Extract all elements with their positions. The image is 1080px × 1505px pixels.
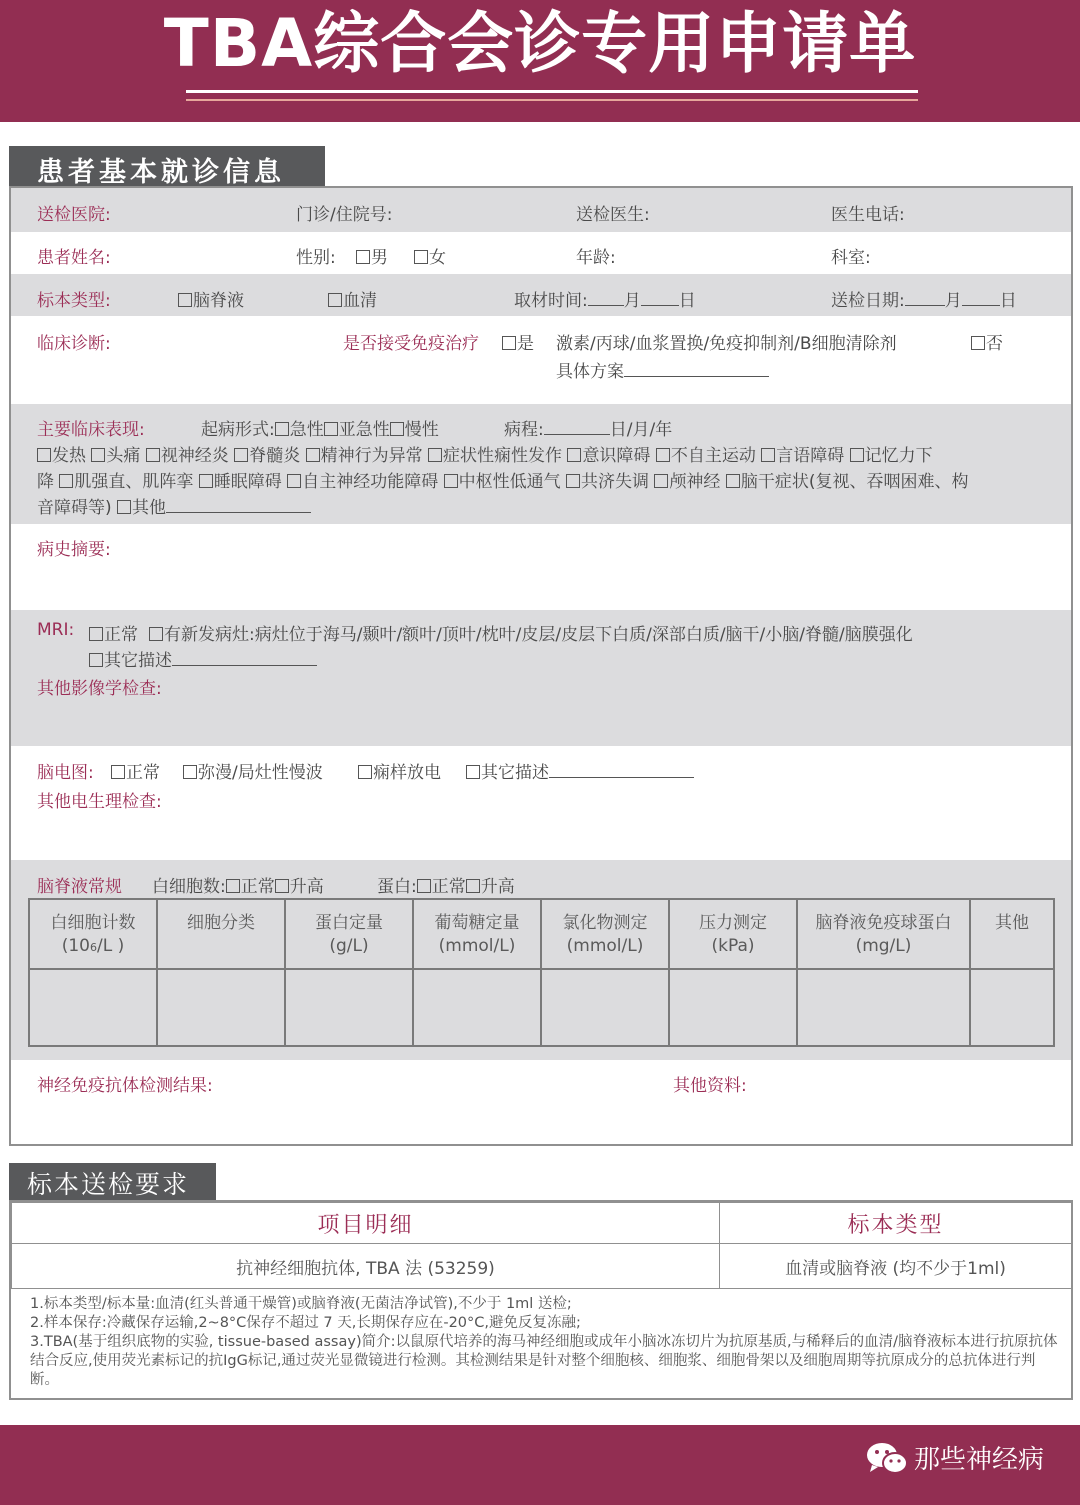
checkbox-icon [178,293,192,307]
checkbox-icon [287,474,301,488]
normal-label: 正常 [431,877,466,897]
section-title-text: 患者基本就诊信息 [37,157,285,188]
patient-name-label: 患者姓名: [37,248,111,268]
col-item-header: 项目明细 [12,1203,720,1244]
checkbox-icon [358,765,372,779]
symptom-other[interactable] [117,498,311,518]
course-unit: 日/月/年 [609,420,673,440]
symptom-continuation: 音障碍等) [37,498,112,518]
checkbox-icon [91,448,105,462]
checkbox-icon [234,448,248,462]
requirements-notes [30,1295,1060,1390]
symptom-label: 不自主运动 [670,446,756,466]
protein-high-checkbox[interactable] [466,877,515,897]
symptom-label: 意识障碍 [582,446,651,466]
header-unit: /L ) [97,936,125,956]
onset-label: 起病形式: [201,420,275,440]
mri-label: MRI: [37,620,75,640]
checkbox-icon [275,879,289,893]
checkbox-icon[interactable] [324,422,338,436]
checkbox-icon [726,474,740,488]
other-ep-label: 其他电生理检查: [37,792,162,812]
symptom-fever[interactable] [37,446,86,466]
row-antibody [11,1060,1071,1144]
male-checkbox[interactable] [356,243,388,268]
checkbox-icon [466,765,480,779]
symptom-label: 共济失调 [581,472,650,492]
csf-cell[interactable] [541,969,669,1046]
checkbox-icon [117,500,131,514]
other-desc-label: 其它描述 [104,651,172,671]
symptom-label: 言语障碍 [776,446,845,466]
csf-cell[interactable] [797,969,970,1046]
acute-label: 急性 [289,420,324,440]
checkbox-icon [466,879,480,893]
clinical-label: 主要临床表现: [37,420,145,440]
checkbox-icon [146,448,160,462]
plan-field[interactable] [556,357,769,382]
send-date-label: 送检日期: [831,291,905,311]
plan-label: 具体方案 [556,362,624,382]
symptom-rigidity[interactable] [59,472,193,492]
chronic-label: 慢性 [404,420,439,440]
checkbox-icon [59,474,73,488]
checkbox-icon [37,448,51,462]
header-unit: (kPa) [711,936,755,956]
section-title-text: 标本送检要求 [27,1170,190,1199]
header-unit: (mmol/L) [566,936,644,956]
csf-cell[interactable] [413,969,541,1046]
sampling-time-field[interactable] [514,286,696,311]
symptom-involuntary[interactable] [656,446,756,466]
wechat-icon [866,1441,908,1477]
mri-normal-checkbox[interactable] [89,620,138,645]
month-label: 月 [623,291,641,311]
antibody-result-label: 神经免疫抗体检测结果: [37,1076,213,1096]
slow-label: 弥漫/局灶性慢波 [198,763,323,783]
symptom-psychiatric[interactable] [306,446,423,466]
col-specimen-header: 标本类型 [720,1203,1072,1244]
protein-field [377,872,515,897]
checkbox-icon [111,765,125,779]
checkbox-icon [306,448,320,462]
dept-label: 科室: [831,248,871,268]
header-unit: (10 [61,936,90,956]
row-patient [11,232,1071,274]
checkbox-icon [428,448,442,462]
brand-name: 那些神经病 [913,1445,1044,1475]
other-imaging-label: 其他影像学检查: [37,679,162,699]
checkbox-icon [89,627,103,641]
symptom-speech[interactable] [761,446,844,466]
symptom-optic-neuritis[interactable] [146,446,229,466]
csf-table-header [29,899,1054,969]
course-label: 病程: [504,420,544,440]
header-text: 氯化物测定 [562,913,648,933]
gender-label: 性别: [296,248,336,268]
symptom-sleep[interactable] [199,472,282,492]
new-lesion-label: 有新发病灶:病灶位于海马/颞叶/额叶/顶叶/枕叶/皮层/皮层下白质/深部白质/脑干/小脑/脊髓/脑膜强化 [164,625,913,645]
symptom-line-2 [37,467,968,492]
no-label: 否 [986,334,1003,354]
eeg-epileptiform-checkbox[interactable] [358,758,441,783]
send-date-field[interactable] [831,286,1017,311]
csf-col-other [970,899,1054,969]
checkbox-icon [328,293,342,307]
csf-table-row [29,969,1054,1046]
symptom-ataxia[interactable] [566,472,649,492]
csf-col-classification [157,899,285,969]
symptom-line-1 [37,441,933,466]
mri-new-lesion-checkbox[interactable] [149,620,913,645]
header-unit: (mmol/L) [438,936,516,956]
checkbox-icon [183,765,197,779]
row-history [11,524,1071,610]
symptom-myelitis[interactable] [234,446,300,466]
symptom-label: 中枢性低通气 [458,472,561,492]
course-field[interactable] [504,415,672,440]
header-text: 细胞分类 [187,913,255,933]
csf-cell[interactable] [157,969,285,1046]
symptom-label: 其他 [132,498,167,518]
doctor-phone-label: 医生电话: [831,205,905,225]
row-mri [11,610,1071,746]
day-label: 日 [999,291,1017,311]
mri-other-checkbox[interactable] [89,646,317,671]
immuno-no-checkbox[interactable] [971,329,1003,354]
eeg-label: 脑电图: [37,763,94,783]
symptom-cranial[interactable] [654,472,720,492]
subacute-label: 亚急性 [338,420,390,440]
checkbox-icon [761,448,775,462]
wbc-high-checkbox[interactable] [275,877,324,897]
normal-label: 正常 [240,877,275,897]
page-title: TBA综合会诊专用申请单 [163,5,917,82]
title-underline-accent [186,99,918,101]
checkbox-icon [654,474,668,488]
normal-label: 正常 [104,625,138,645]
protein-label: 蛋白: [377,877,417,897]
female-label: 女 [429,248,446,268]
note-1: 1.标本类型/标本量:血清(红头普通干燥管)或脑脊液(无菌洁净试管),不少于 1ml 送检; [30,1296,572,1312]
symptom-consciousness[interactable] [567,446,650,466]
row-hospital [11,188,1071,232]
csf-cell[interactable] [285,969,413,1046]
row-specimen [11,274,1071,316]
header-text: 压力测定 [699,913,767,933]
checkbox-icon [566,474,580,488]
symptom-hypoventilation[interactable] [444,472,561,492]
month-label: 月 [944,291,962,311]
checkbox-icon [567,448,581,462]
day-label: 日 [678,291,696,311]
header-text: 蛋白定量 [315,913,383,933]
symptom-label: 头痛 [106,446,141,466]
row-diagnosis [11,316,1071,404]
header-text: 脑脊液免疫球蛋白 [815,913,952,933]
header-text: 其他 [995,913,1029,933]
epileptiform-label: 痫样放电 [373,763,441,783]
header-banner [0,0,1080,122]
header-text: 葡萄糖定量 [434,913,520,933]
csf-label: 脑脊液 [193,291,244,311]
csf-cell[interactable] [970,969,1054,1046]
header-unit: (mg/L) [855,936,912,956]
doctor-label: 送检医生: [576,205,650,225]
note-3: 3.TBA(基于组织底物的实验, tissue-based assay)简介:以鼠原代培养的海马神经细胞或成年小脑冰冻切片为抗原基质,与稀释后的血清/脑脊液标本进行抗原抗体结合反应,使用荧光素标记的抗IgG标记,通过荧光显微镜进行检测。其检测结果是针对整个细胞核、细胞浆、细胞骨架以及细胞周期等抗原成分的总抗体进行判断。 [30,1334,1058,1388]
serum-label: 血清 [343,291,377,311]
csf-col-chloride [541,899,669,969]
symptom-label: 颅神经 [669,472,721,492]
sampling-time-label: 取材时间: [514,291,588,311]
checkbox-icon [850,448,864,462]
csf-cell[interactable] [29,969,157,1046]
eeg-other-checkbox[interactable] [466,758,694,783]
symptom-label: 症状性痫性发作 [443,446,563,466]
symptom-label: 记忆力下 [864,446,933,466]
symptom-label: 发热 [52,446,86,466]
history-label: 病史摘要: [37,540,111,560]
high-label: 升高 [289,877,324,897]
header-unit-exp: 6 [90,941,97,954]
requirements-table [11,1202,1072,1289]
item-cell: 抗神经细胞抗体, TBA 法 (53259) [12,1244,720,1289]
checkbox-icon [656,448,670,462]
symptom-seizure[interactable] [428,446,562,466]
specimen-type-label: 标本类型: [37,291,111,311]
header-text: 白细胞计数 [50,913,136,933]
symptom-continuation: 降 [37,472,54,492]
immuno-question: 是否接受免疫治疗 [343,334,479,354]
note-2: 2.样本保存:冷藏保存运输,2~8°C保存不超过 7 天,长期保存应在-20°C,避免反复冻融; [30,1315,581,1331]
male-label: 男 [371,248,388,268]
header-unit: (g/L) [329,936,369,956]
checkbox-icon [356,250,370,264]
normal-label: 正常 [126,763,160,783]
symptom-label: 脑干症状(复视、吞咽困难、构 [740,472,969,492]
checkbox-icon [226,879,240,893]
csf-col-immunoglobulin [797,899,970,969]
symptom-line-3 [37,493,311,518]
wbc-normal-checkbox[interactable] [226,877,275,897]
symptom-label: 睡眠障碍 [213,472,282,492]
hospital-label: 送检医院: [37,205,111,225]
csf-col-glucose [413,899,541,969]
csf-routine-label: 脑脊液常规 [37,877,122,897]
yes-label: 是 [517,334,534,354]
other-desc-label: 其它描述 [481,763,549,783]
symptom-headache[interactable] [91,446,140,466]
immuno-yes-checkbox[interactable] [502,329,534,354]
protein-normal-checkbox[interactable] [417,877,466,897]
other-info-label: 其他资料: [673,1076,747,1096]
wbc-field [152,872,324,897]
requirements-row [12,1244,1072,1289]
requirements-header [12,1203,1072,1244]
symptom-autonomic[interactable] [287,472,438,492]
checkbox-icon[interactable] [390,422,404,436]
csf-col-pressure [669,899,797,969]
diagnosis-label: 临床诊断: [37,334,111,354]
checkbox-icon [149,627,163,641]
onset-field [201,415,439,440]
symptom-label: 自主神经功能障碍 [302,472,439,492]
checkbox-icon[interactable] [275,422,289,436]
checkbox-icon [444,474,458,488]
csf-col-protein [285,899,413,969]
footer-banner [0,1425,1080,1505]
csf-cell[interactable] [669,969,797,1046]
checkbox-icon [971,336,985,350]
symptom-label: 脊髓炎 [249,446,301,466]
row-clinical [11,404,1071,524]
csf-table [28,898,1055,1047]
checkbox-icon [199,474,213,488]
checkbox-icon [414,250,428,264]
row-eeg [11,746,1071,860]
title-underline [186,90,918,93]
immuno-yes-detail: 激素/丙球/血浆置换/免疫抑制剂/B细胞清除剂 [556,334,897,354]
csf-col-wbc [29,899,157,969]
checkbox-icon [89,653,103,667]
age-label: 年龄: [576,248,616,268]
symptom-label: 视神经炎 [160,446,229,466]
symptom-brainstem[interactable] [726,472,969,492]
section-title-patient-info [9,146,325,188]
section-title-requirements [9,1163,216,1201]
eeg-slow-checkbox[interactable] [183,758,323,783]
female-checkbox[interactable] [414,243,446,268]
csf-checkbox[interactable] [178,286,244,311]
symptom-memory[interactable] [850,446,933,466]
outpatient-no-label: 门诊/住院号: [296,205,393,225]
serum-checkbox[interactable] [328,286,377,311]
high-label: 升高 [480,877,515,897]
specimen-cell: 血清或脑脊液 (均不少于1ml) [720,1244,1072,1289]
symptom-label: 肌强直、肌阵挛 [74,472,194,492]
symptom-label: 精神行为异常 [320,446,423,466]
eeg-normal-checkbox[interactable] [111,758,160,783]
wbc-label: 白细胞数: [152,877,226,897]
checkbox-icon [417,879,431,893]
checkbox-icon [502,336,516,350]
